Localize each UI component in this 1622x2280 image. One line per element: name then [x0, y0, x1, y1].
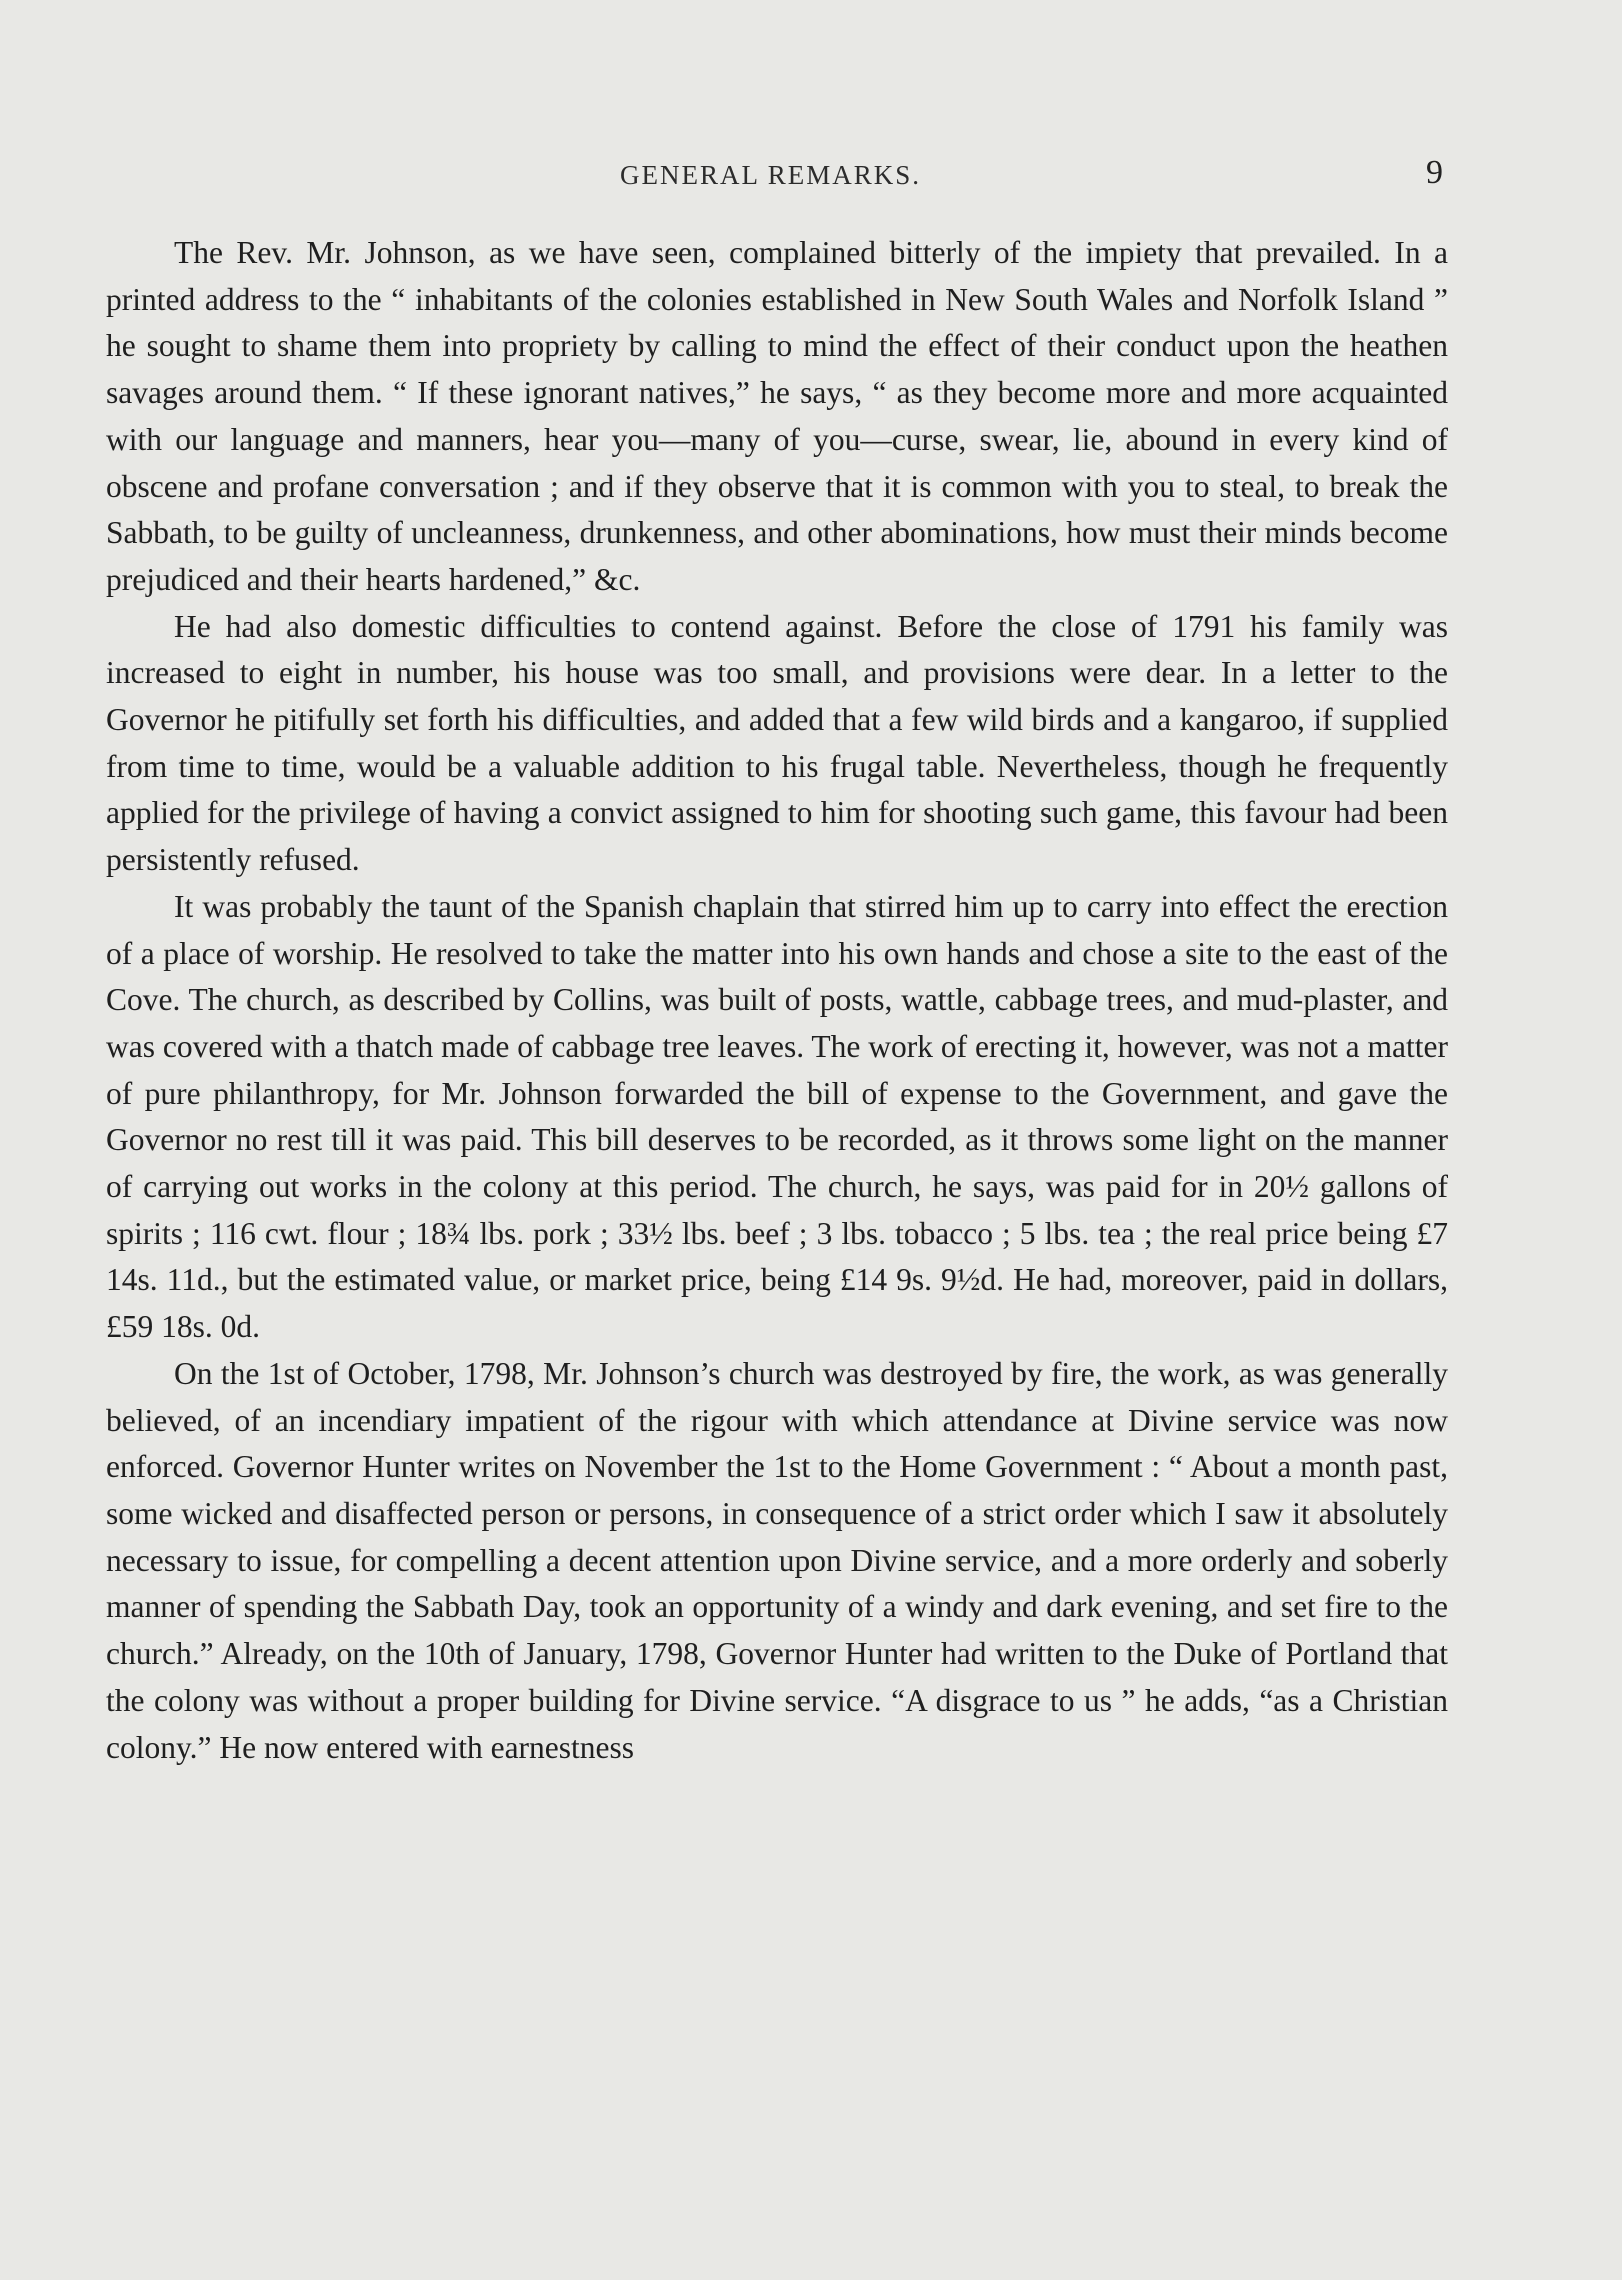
paragraph-church-fire: On the 1st of October, 1798, Mr. Johnson’s church was destroyed by fire, the work, as was generally believed, of an incendiary impatient of the rigour with which attendance at Divine service was now enforced. Governor Hunter writes on November the 1st to the Home Government : “ About a month past, some wicked and disaffected person or persons, in consequence of a strict order which I saw it absolutely necessary to issue, for compelling a decent attention upon Divine service, and a more orderly and soberly manner of spending the Sabbath Day, took an opportunity of a windy and dark evening, and set fire to the church.” Already, on the 10th of January, 1798, Governor Hunter had written to the Duke of Portland that the colony was without a proper building for Divine service. “A disgrace to us ” he adds, “as a Christian colony.” He now entered with earnestness [106, 1355, 1448, 1765]
paragraph-johnson-address: The Rev. Mr. Johnson, as we have seen, complained bitterly of the impiety that prevailed. In a printed address to the “ inhabitants of the colonies established in New South Wales and Norfolk Island ” he sought to shame them into propriety by calling to mind the effect of their conduct upon the heathen savages around them. “ If these ignorant natives,” he says, “ as they become more and more acquainted with our language and manners, hear you—many of you—curse, swear, lie, abound in every kind of obscene and profane conversation ; and if they observe that it is common with you to steal, to break the Sabbath, to be guilty of uncleanness, drunkenness, and other abominations, how must their minds become prejudiced and their hearts hardened,” &c. [106, 235, 1448, 597]
page-number: 9 [1426, 154, 1443, 191]
body-text [106, 230, 1448, 1771]
paragraph-domestic-difficulties: He had also domestic difficulties to contend against. Before the close of 1791 his family was increased to eight in number, his house was too small, and provisions were dear. In a letter to the Governor he pitifully set forth his difficulties, and added that a few wild birds and a kangaroo, if supplied from time to time, would be a valuable addition to his frugal table. Nevertheless, though he frequently applied for the privilege of having a convict assigned to him for shooting such game, this favour had been persistently refused. [106, 608, 1448, 878]
paragraph-first-church: It was probably the taunt of the Spanish chaplain that stirred him up to carry into effect the erection of a place of worship. He resolved to take the matter into his own hands and chose a site to the east of the Cove. The church, as described by Collins, was built of posts, wattle, cabbage trees, and mud-plaster, and was covered with a thatch made of cabbage tree leaves. The work of erecting it, however, was not a matter of pure philanthropy, for Mr. Johnson forwarded the bill of expense to the Government, and gave the Governor no rest till it was paid. This bill deserves to be recorded, as it throws some light on the manner of carrying out works in the colony at this period. The church, he says, was paid for in 20½ gallons of spirits ; 116 cwt. flour ; 18¾ lbs. pork ; 33½ lbs. beef ; 3 lbs. tobacco ; 5 lbs. tea ; the real price being £7 14s. 11d., but the estimated value, or market price, being £14 9s. 9½d. He had, moreover, paid in dollars, £59 18s. 0d. [106, 888, 1448, 1345]
running-title: GENERAL REMARKS. [620, 160, 922, 190]
